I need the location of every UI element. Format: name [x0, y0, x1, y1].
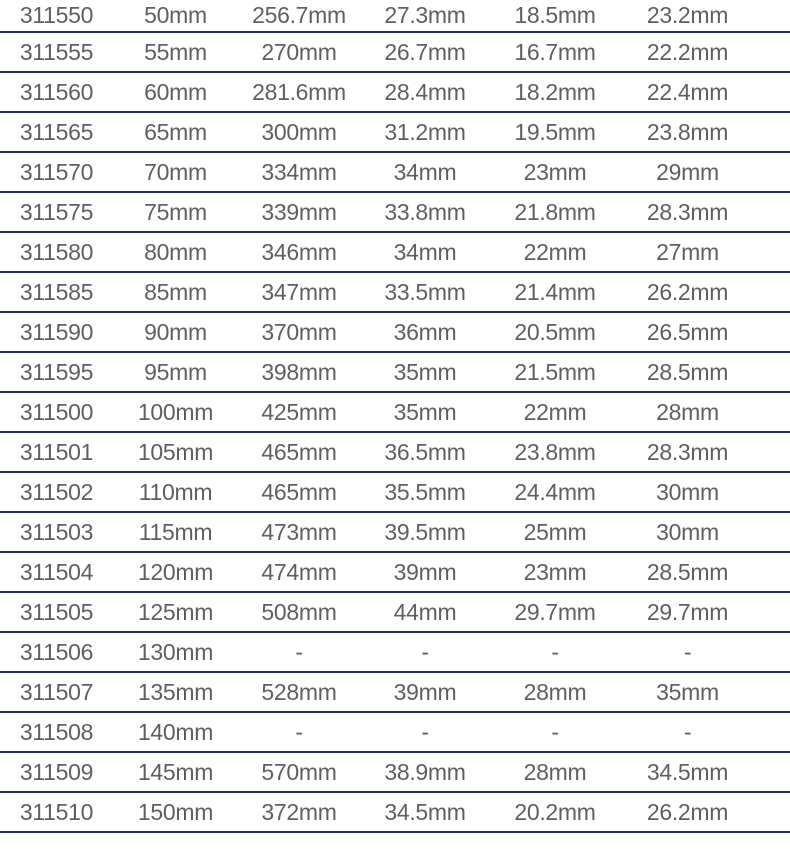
- table-cell-size: 105mm: [137, 438, 214, 465]
- table-cell-measure-3: 23.8mm: [514, 438, 596, 465]
- table-cell-measure-3: 28mm: [523, 758, 587, 785]
- table-cell-size: 65mm: [144, 118, 207, 145]
- table-cell-measure-3: 29.7mm: [514, 598, 596, 625]
- table-cell-size: 130mm: [137, 638, 214, 665]
- table-row: [0, 393, 790, 433]
- table-cell-measure-1: 370mm: [261, 318, 337, 345]
- table-cell-part-number: 311501: [19, 438, 94, 465]
- table-cell-measure-3: 23mm: [523, 158, 587, 185]
- table-cell-part-number: 311555: [19, 38, 94, 65]
- table-cell-measure-3: 20.2mm: [514, 798, 596, 825]
- table-cell-measure-3: 21.5mm: [514, 358, 596, 385]
- table-cell-measure-4: 29mm: [656, 158, 719, 185]
- table-row: [0, 33, 790, 73]
- table-cell-measure-3: -: [551, 638, 559, 665]
- table-row: [0, 313, 790, 353]
- table-cell-measure-2: 36mm: [393, 318, 457, 345]
- table-cell-part-number: 311505: [19, 598, 94, 625]
- table-cell-part-number: 311575: [19, 198, 94, 225]
- table-cell-measure-1: 570mm: [261, 758, 337, 785]
- table-cell-part-number: 311510: [19, 798, 94, 825]
- table-cell-measure-2: 35mm: [393, 398, 457, 425]
- table-cell-measure-1: 334mm: [261, 158, 337, 185]
- table-cell-measure-4: 28.5mm: [646, 558, 729, 585]
- table-cell-size: 95mm: [144, 358, 207, 385]
- table-cell-measure-3: 20.5mm: [514, 318, 596, 345]
- table-cell-measure-2: 34mm: [393, 238, 457, 265]
- table-row: [0, 113, 790, 153]
- table-cell-measure-3: 18.5mm: [514, 2, 596, 28]
- table-cell-measure-3: 22mm: [523, 398, 587, 425]
- table-cell-measure-4: -: [683, 718, 692, 745]
- table-row: [0, 793, 790, 833]
- table-cell-measure-1: 281.6mm: [252, 78, 346, 105]
- table-cell-measure-2: 35mm: [393, 358, 457, 385]
- table-cell-measure-2: 34mm: [393, 158, 457, 185]
- table-cell-measure-3: 19.5mm: [514, 118, 596, 145]
- table-cell-measure-2: 33.5mm: [384, 278, 466, 305]
- table-cell-measure-1: 425mm: [261, 398, 337, 425]
- table-cell-measure-1: -: [295, 718, 303, 745]
- table-row: [0, 73, 790, 113]
- table-cell-part-number: 311570: [19, 158, 94, 185]
- table-cell-measure-4: 23.2mm: [646, 2, 729, 28]
- table-row: [0, 433, 790, 473]
- table-cell-measure-4: 26.2mm: [646, 278, 729, 305]
- table-cell-measure-4: 28.3mm: [646, 438, 729, 465]
- table-cell-measure-1: -: [295, 638, 303, 665]
- table-row: [0, 713, 790, 753]
- table-row: [0, 673, 790, 713]
- table-cell-measure-2: -: [421, 638, 429, 665]
- table-cell-size: 135mm: [137, 678, 214, 705]
- table-cell-measure-4: 22.2mm: [646, 38, 729, 65]
- table-cell-measure-1: 300mm: [261, 118, 337, 145]
- table-row: [0, 193, 790, 233]
- table-cell-part-number: 311550: [19, 2, 94, 28]
- table-cell-measure-1: 465mm: [261, 478, 337, 505]
- table-cell-measure-3: 25mm: [523, 518, 587, 545]
- table-row: [0, 473, 790, 513]
- table-cell-measure-2: -: [421, 718, 429, 745]
- table-cell-part-number: 311580: [19, 238, 94, 265]
- table-cell-size: 115mm: [138, 518, 213, 545]
- table-row: [0, 633, 790, 673]
- table-cell-measure-2: 27.3mm: [384, 2, 466, 28]
- table-cell-size: 85mm: [144, 278, 207, 305]
- table-cell-measure-3: 18.2mm: [514, 78, 596, 105]
- table-cell-measure-2: 34.5mm: [384, 798, 466, 825]
- table-cell-measure-4: 30mm: [656, 518, 719, 545]
- table-row: [0, 233, 790, 273]
- table-row: [0, 273, 790, 313]
- table-cell-part-number: 311595: [19, 358, 94, 385]
- table-cell-measure-1: 465mm: [261, 438, 337, 465]
- table-cell-measure-2: 33.8mm: [384, 198, 466, 225]
- table-cell-measure-4: 26.2mm: [646, 798, 729, 825]
- table-cell-part-number: 311508: [19, 718, 94, 745]
- table-cell-measure-3: 22mm: [523, 238, 587, 265]
- table-cell-measure-2: 28.4mm: [384, 78, 466, 105]
- table-cell-measure-2: 36.5mm: [384, 438, 466, 465]
- table-cell-size: 125mm: [137, 598, 214, 625]
- table-row: [0, 153, 790, 193]
- table-row: [0, 353, 790, 393]
- table-cell-measure-4: 35mm: [656, 678, 719, 705]
- table-cell-size: 55mm: [144, 38, 207, 65]
- table-cell-measure-1: 346mm: [261, 238, 337, 265]
- table-cell-measure-4: 28mm: [656, 398, 719, 425]
- table-row: [0, 753, 790, 793]
- table-cell-size: 90mm: [144, 318, 207, 345]
- table-cell-measure-4: -: [683, 638, 692, 665]
- table-row: [0, 0, 790, 33]
- table-cell-size: 100mm: [137, 398, 214, 425]
- table-row: [0, 593, 790, 633]
- table-cell-measure-3: -: [551, 718, 559, 745]
- table-cell-part-number: 311585: [19, 278, 94, 305]
- table-cell-measure-2: 39.5mm: [384, 518, 466, 545]
- table-row: [0, 553, 790, 593]
- table-cell-size: 110mm: [138, 478, 213, 505]
- table-cell-measure-2: 35.5mm: [384, 478, 466, 505]
- table-cell-size: 50mm: [144, 2, 207, 28]
- table-cell-measure-4: 29.7mm: [646, 598, 729, 625]
- table-cell-measure-1: 372mm: [261, 798, 337, 825]
- table-cell-measure-3: 21.8mm: [514, 198, 596, 225]
- table-cell-size: 150mm: [137, 798, 214, 825]
- table-cell-part-number: 311560: [19, 78, 94, 105]
- table-cell-measure-4: 28.3mm: [646, 198, 729, 225]
- table-cell-size: 60mm: [144, 78, 207, 105]
- table-cell-measure-1: 270mm: [261, 38, 337, 65]
- table-cell-size: 145mm: [137, 758, 214, 785]
- table-cell-size: 80mm: [144, 238, 207, 265]
- table-cell-size: 120mm: [137, 558, 214, 585]
- table-cell-part-number: 311500: [19, 398, 94, 425]
- table-cell-part-number: 311502: [19, 478, 94, 505]
- table-cell-measure-3: 28mm: [523, 678, 587, 705]
- table-cell-part-number: 311504: [19, 558, 94, 585]
- table-cell-measure-2: 44mm: [393, 598, 457, 625]
- table-cell-part-number: 311565: [19, 118, 94, 145]
- table-cell-measure-1: 508mm: [261, 598, 337, 625]
- table-cell-measure-2: 38.9mm: [384, 758, 466, 785]
- table-cell-size: 75mm: [144, 198, 207, 225]
- table-cell-measure-1: 473mm: [261, 518, 337, 545]
- table-cell-measure-1: 474mm: [261, 558, 337, 585]
- table-cell-part-number: 311590: [19, 318, 94, 345]
- table-cell-measure-3: 21.4mm: [514, 278, 596, 305]
- table-cell-measure-4: 30mm: [656, 478, 719, 505]
- table-cell-measure-4: 26.5mm: [646, 318, 729, 345]
- table-cell-measure-1: 347mm: [261, 278, 337, 305]
- table-cell-part-number: 311503: [19, 518, 94, 545]
- table-cell-measure-2: 39mm: [393, 558, 457, 585]
- table-cell-part-number: 311507: [19, 678, 94, 705]
- table-cell-measure-3: 16.7mm: [514, 38, 596, 65]
- table-row: [0, 513, 790, 553]
- table-cell-measure-4: 23.8mm: [646, 118, 729, 145]
- table-cell-measure-4: 34.5mm: [646, 758, 729, 785]
- table-cell-measure-2: 31.2mm: [384, 118, 466, 145]
- table-cell-part-number: 311506: [19, 638, 94, 665]
- table-cell-measure-3: 24.4mm: [514, 478, 596, 505]
- table-cell-measure-1: 339mm: [261, 198, 337, 225]
- table-cell-part-number: 311509: [19, 758, 94, 785]
- table-cell-measure-2: 26.7mm: [384, 38, 466, 65]
- table-cell-measure-2: 39mm: [393, 678, 457, 705]
- table-cell-measure-1: 398mm: [261, 358, 337, 385]
- table-cell-measure-4: 22.4mm: [646, 78, 729, 105]
- table-cell-size: 70mm: [144, 158, 207, 185]
- table-cell-measure-3: 23mm: [523, 558, 587, 585]
- table-cell-measure-1: 256.7mm: [252, 2, 346, 28]
- table-cell-measure-1: 528mm: [261, 678, 337, 705]
- table-cell-size: 140mm: [137, 718, 214, 745]
- table-cell-measure-4: 28.5mm: [646, 358, 729, 385]
- table-cell-measure-4: 27mm: [656, 238, 719, 265]
